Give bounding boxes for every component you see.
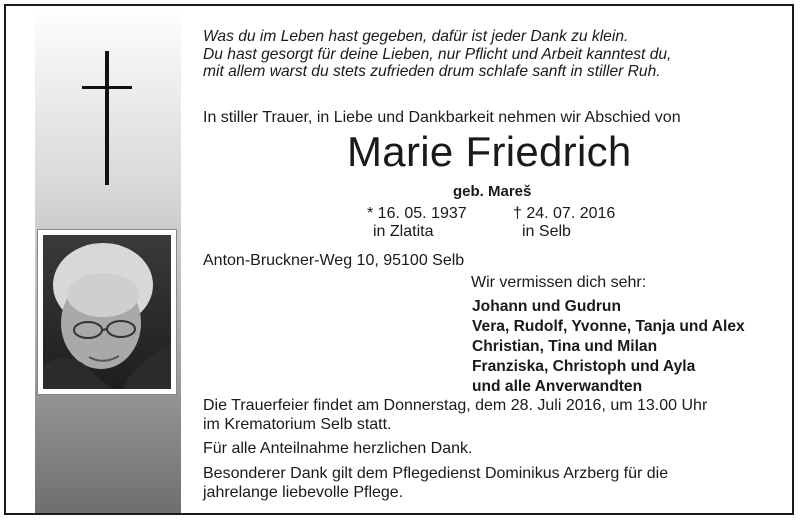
intro-text: In stiller Trauer, in Liebe und Dankbarkeit nehmen wir Abschied von [203,109,681,126]
portrait-image [43,235,171,389]
family-line: Franziska, Christoph und Ayla [472,358,696,375]
family-list [472,297,745,397]
birth-info [367,205,467,241]
poem-line: Du hast gesorgt für deine Lieben, nur Pflicht und Arbeit kanntest du, [203,45,672,63]
birth-date: * 16. 05. 1937 [367,205,467,222]
funeral-line: im Krematorium Selb statt. [203,416,392,433]
family-line: Johann und Gudrun [472,298,621,315]
family-line: und alle Anverwandten [472,378,643,395]
obituary-frame [4,4,794,515]
cross-icon [105,51,109,185]
special-thanks [203,464,668,502]
poem-line: mit allem warst du stets zufrieden drum schlafe sanft in stiller Ruh. [203,63,661,81]
cross-icon-bar [82,86,132,89]
special-thanks-line: Besonderer Dank gilt dem Pflegedienst Dominikus Arzberg für die [203,465,669,482]
thanks-text: Für alle Anteilnahme herzlichen Dank. [203,440,473,457]
special-thanks-line: jahrelange liebevolle Pflege. [203,484,404,501]
family-line: Vera, Rudolf, Yvonne, Tanja und Alex [472,318,745,335]
death-place: in Selb [522,223,571,240]
maiden-name: geb. Mareš [453,183,532,200]
funeral-line: Die Trauerfeier findet am Donnerstag, dem 28. Juli 2016, um 13.00 Uhr [203,397,708,414]
portrait-photo [37,229,177,395]
funeral-notice [203,396,707,434]
poem [203,28,671,81]
poem-line: Was du im Leben hast gegeben, dafür ist jeder Dank zu klein. [203,28,629,45]
family-line: Christian, Tina und Milan [472,338,658,355]
miss-line: Wir vermissen dich sehr: [471,274,647,291]
address: Anton-Bruckner-Weg 10, 95100 Selb [203,252,465,269]
deceased-name: Marie Friedrich [347,128,632,175]
death-date: † 24. 07. 2016 [513,205,616,222]
death-info [513,205,615,241]
birth-place: in Zlatita [373,223,434,240]
